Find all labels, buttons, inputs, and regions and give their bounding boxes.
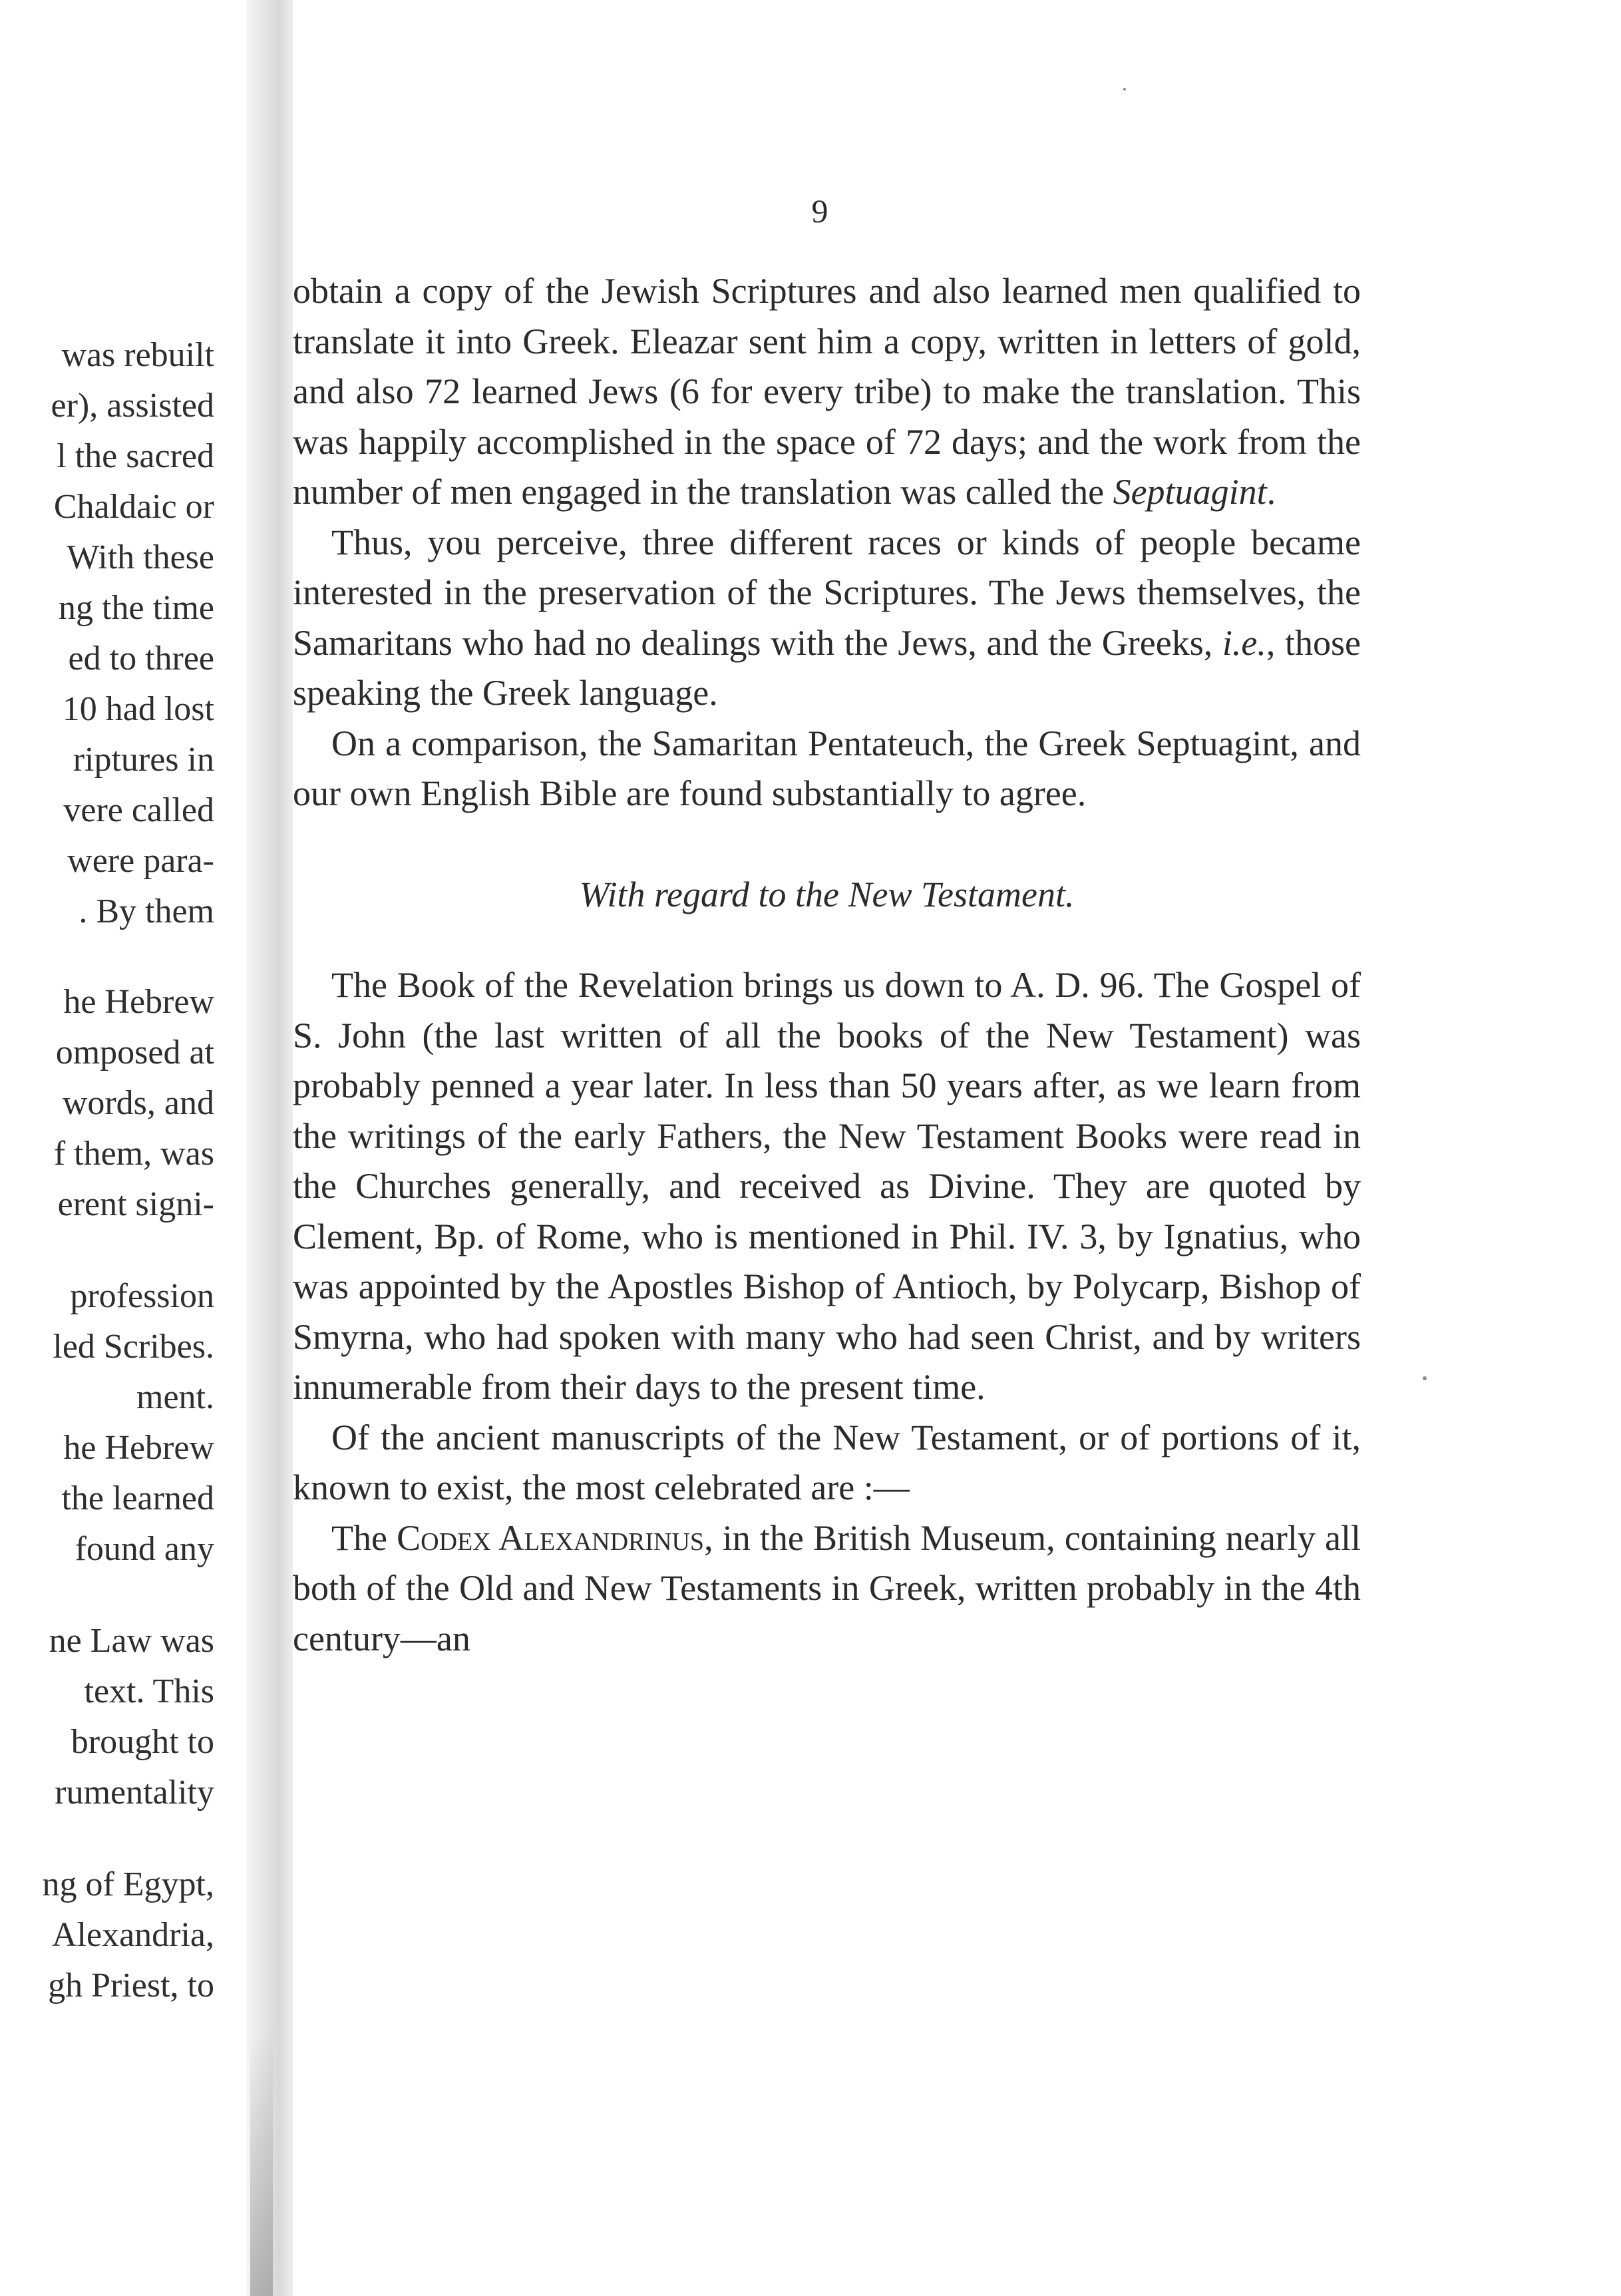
paragraph-text: Thus, you perceive, three different races or kinds of people became interested in the preservation of the Scriptures. The Jews themselves, the Samaritans who had no dealings with the Jews, and the Greeks,: [293, 522, 1361, 663]
left-page-line: With these: [67, 538, 214, 576]
left-page-line: ng the time: [59, 589, 214, 627]
italic-term: i.e.: [1222, 622, 1266, 663]
left-page-line: vere called: [63, 791, 214, 829]
left-page-line: he Hebrew: [63, 1429, 214, 1467]
left-page-line: l the sacred: [57, 437, 214, 475]
paragraph-text: The: [331, 1517, 397, 1558]
left-page-line: riptures in: [73, 741, 214, 779]
left-page-line: profession: [70, 1277, 214, 1315]
left-page-line: was rebuilt: [61, 336, 214, 374]
left-page-line: found any: [75, 1530, 214, 1568]
left-page-line: . By them: [79, 892, 214, 930]
left-page-line: the learned: [61, 1479, 214, 1517]
left-page-line: text. This: [84, 1672, 214, 1710]
paragraph-comparison: On a comparison, the Samaritan Pentateuch, the Greek Septuagint, and our own English Bible are found substantially to agree.: [293, 723, 1361, 813]
book-gutter: [246, 0, 293, 2296]
left-page-line: he Hebrew: [63, 983, 214, 1021]
page-body-text: [293, 266, 1361, 1664]
section-heading: With regard to the New Testament.: [579, 874, 1075, 914]
left-page-line: 10 had lost: [62, 690, 214, 728]
gutter-shadow: [250, 2030, 273, 2296]
left-page-line: led Scribes.: [53, 1328, 214, 1366]
page-number: 9: [811, 192, 828, 230]
paragraph-manuscripts: Of the ancient manuscripts of the New Testament, or of portions of it, known to exist, the most celebrated are :—: [293, 1417, 1361, 1507]
left-facing-page: [0, 0, 246, 2296]
paragraph-end: .: [1266, 472, 1276, 512]
paragraph-revelation: The Book of the Revelation brings us down to A. D. 96. The Gospel of S. John (the last written of all the books of the New Testament) was probably penned a year later. In less than 50 years after, as we learn from the writings of the early Fathers, the New Testament Books were read in the Churches generally, and received as Divine. They are quoted by Clement, Bp. of Rome, who is mentioned in Phil. IV. 3, by Ignatius, who was appointed by the Apostles Bishop of Antioch, by Polycarp, Bishop of Smyrna, who had spoken with many who had seen Christ, and by writers innumerable from their days to the present time.: [293, 965, 1361, 1407]
paragraph-text: , in the British Museum, containing nearly all both of the Old and New Testaments in Greek, written probably in the 4th century—an: [293, 1517, 1361, 1658]
left-page-line: erent signi-: [57, 1185, 214, 1223]
paper-speck: [1123, 88, 1126, 91]
paragraph-three-races: [293, 518, 1361, 719]
paragraph-septuagint: [293, 266, 1361, 518]
italic-term: Septuagint: [1113, 472, 1267, 512]
left-page-line: ne Law was: [49, 1622, 214, 1660]
manuscript-name: Codex Alexandrinus: [397, 1517, 705, 1558]
left-page-line: ng of Egypt,: [42, 1865, 214, 1903]
left-page-line: gh Priest, to: [48, 1967, 214, 2005]
left-page-line: were para-: [67, 842, 214, 880]
left-page-line: Alexandria,: [51, 1916, 214, 1954]
left-page-line: er), assisted: [51, 387, 214, 425]
left-page-line: rumentality: [55, 1774, 214, 1812]
paragraph-text: obtain a copy of the Jewish Scriptures and also learned men qualified to translate it into Greek. Eleazar sent him a copy, written in letters of gold, and also 72 learned Jews (6 for every tribe) to make the translation. This was happily accomplished in the space of 72 days; and the work from the number of men engaged in the translation was called the: [293, 271, 1361, 512]
left-page-line: words, and: [62, 1084, 214, 1122]
left-page-line: f them, was: [53, 1135, 214, 1173]
paper-speck: [1423, 1376, 1427, 1380]
paragraph-codex-alexandrinus: [293, 1513, 1361, 1664]
paragraph-text: , those speaking the Greek language.: [293, 622, 1361, 713]
left-page-line: ment.: [136, 1378, 214, 1416]
left-page-line: brought to: [71, 1723, 214, 1761]
left-page-line: omposed at: [55, 1034, 214, 1071]
left-page-line: ed to three: [68, 640, 214, 677]
left-page-line: Chaldaic or: [53, 488, 214, 526]
